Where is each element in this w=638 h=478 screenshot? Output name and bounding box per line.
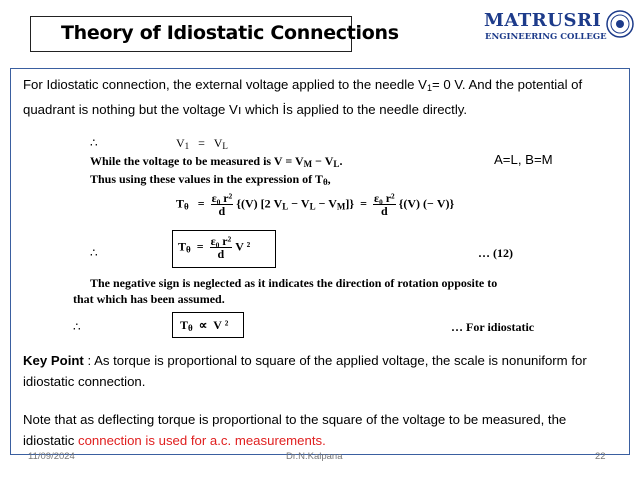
footer-author: Dr.N.Kalpana (286, 451, 343, 462)
intro-subscript: 1 (426, 83, 432, 93)
footer-date: 11/09/2024 (28, 451, 75, 462)
seal-icon (606, 10, 634, 38)
key-point-text: : As torque is proportional to square of the applied voltage, the scale is nonuniform for idiostatic connection. (23, 353, 587, 389)
intro-text-2: = 0 V. And the potential of quadrant is nothing but the voltage Vı which İs applied to the needle directly. (23, 77, 583, 117)
slide-title: Theory of Idiostatic Connections (61, 22, 399, 44)
therefore-symbol-2: ∴ (90, 246, 98, 260)
title-box (30, 16, 399, 52)
logo-name: MATRUSRI (484, 10, 602, 31)
measured-voltage-line: While the voltage to be measured is $V = V_M - V_L$. (90, 154, 343, 169)
boxed-torque-expression: $T_\theta$ = $\frac{\text{ε₀ r²}}{d}$ V ² (178, 234, 251, 261)
idiostatic-label: … For idiostatic (451, 320, 535, 334)
intro-paragraph (23, 74, 613, 120)
ac-note-highlight: connection is used for a.c. measurements. (77, 433, 326, 448)
proportional-expression: $T_\theta \propto V$ ² (180, 318, 229, 333)
therefore-symbol-3: ∴ (73, 320, 81, 334)
footer-page-number: 22 (595, 451, 606, 462)
college-logo (484, 8, 634, 48)
mapping-note: A=L, B=M (494, 152, 553, 167)
logo-subtitle: ENGINEERING COLLEGE (485, 32, 607, 42)
sign-note-line-2: that which has been assumed. (73, 292, 225, 306)
equation-figure (68, 134, 548, 344)
torque-expansion-equation: $T_\theta$ = $\frac{\text{ε₀ r²}}{d}$ {(V) [2 $V_L - V_L - V_M$]} = $\frac{\text{ε₀ r²}}{d}$ {(V) (− V)} (176, 191, 455, 218)
sign-note-line-1: The negative sign is neglected as it indicates the direction of rotation opposite to (90, 276, 498, 290)
key-point-label: Key Point (23, 353, 84, 368)
key-point-paragraph (23, 350, 613, 392)
therefore-symbol: ∴ (90, 136, 98, 150)
substitution-line: Thus using these values in the expression of $T_\theta$, (90, 172, 331, 187)
ac-note-text: Note that as deflecting torque is proportional to the square of the voltage to be measured, the idiostatic (23, 412, 567, 448)
intro-text-1: For Idiostatic connection, the external voltage applied to the needle V (23, 77, 427, 92)
ac-note-paragraph (23, 409, 613, 451)
equation-v1: $V_1$ = $V_L$ (176, 136, 228, 151)
equation-number: … (12) (478, 246, 513, 260)
